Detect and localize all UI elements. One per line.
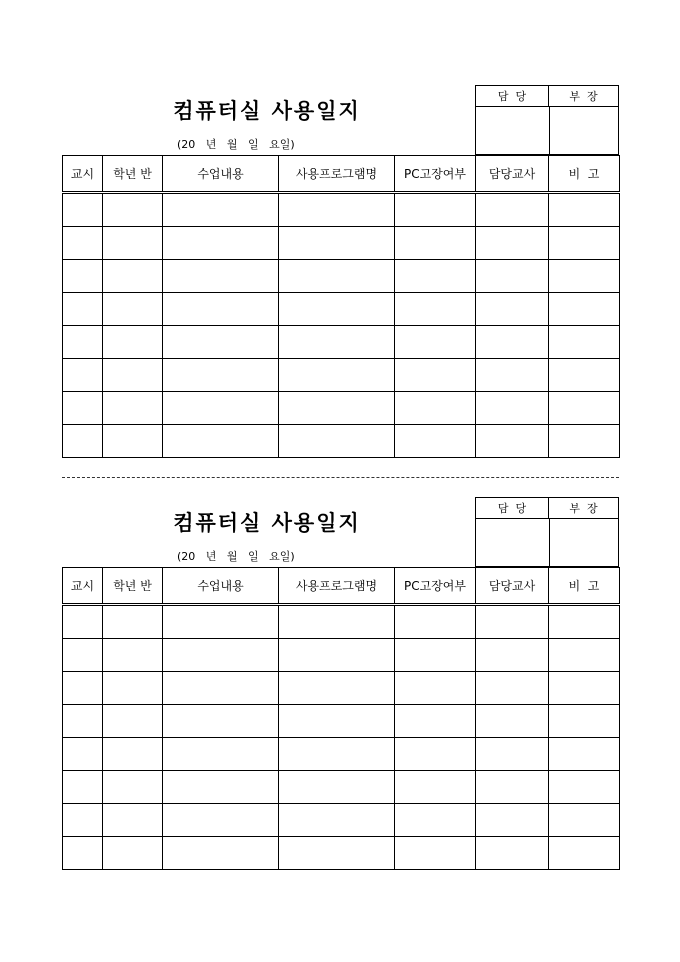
cell-pc-failure[interactable] (395, 837, 476, 870)
cell-pc-failure[interactable] (395, 738, 476, 771)
cell-teacher[interactable] (476, 260, 549, 293)
usage-log-table (62, 567, 620, 870)
cell-lesson[interactable] (163, 705, 279, 738)
cell-remarks[interactable] (549, 392, 620, 425)
cell-program[interactable] (279, 260, 395, 293)
table-row (63, 260, 620, 293)
cell-period[interactable] (63, 326, 103, 359)
cell-grade-class[interactable] (103, 771, 163, 804)
col-header-pc-failure: PC고장여부 (395, 568, 476, 605)
cell-teacher[interactable] (476, 605, 549, 639)
table-row (63, 227, 620, 260)
cell-grade-class[interactable] (103, 193, 163, 227)
cell-grade-class[interactable] (103, 705, 163, 738)
cell-pc-failure[interactable] (395, 392, 476, 425)
cell-lesson[interactable] (163, 392, 279, 425)
table-header-row (63, 156, 620, 193)
cell-teacher[interactable] (476, 227, 549, 260)
cell-period[interactable] (63, 639, 103, 672)
approval-box (475, 85, 619, 155)
col-header-teacher: 담당교사 (476, 568, 549, 605)
cell-program[interactable] (279, 771, 395, 804)
cell-lesson[interactable] (163, 738, 279, 771)
cell-period[interactable] (63, 359, 103, 392)
table-row (63, 392, 620, 425)
approval-box (475, 497, 619, 567)
cell-period[interactable] (63, 293, 103, 326)
table-row (63, 771, 620, 804)
cell-program[interactable] (279, 705, 395, 738)
approval-staff-label: 담 당 (476, 86, 549, 107)
table-row (63, 326, 620, 359)
cell-period[interactable] (63, 804, 103, 837)
approval-staff-label: 담 당 (476, 498, 549, 519)
table-row (63, 193, 620, 227)
table-row (63, 605, 620, 639)
table-header-row (63, 568, 620, 605)
cell-remarks[interactable] (549, 193, 620, 227)
cell-period[interactable] (63, 260, 103, 293)
approval-head-label: 부 장 (549, 86, 618, 107)
cell-grade-class[interactable] (103, 639, 163, 672)
cell-grade-class[interactable] (103, 260, 163, 293)
cell-teacher[interactable] (476, 326, 549, 359)
cell-pc-failure[interactable] (395, 326, 476, 359)
cell-lesson[interactable] (163, 193, 279, 227)
usage-log-table (62, 155, 620, 458)
col-header-teacher: 담당교사 (476, 156, 549, 193)
cell-period[interactable] (63, 672, 103, 705)
cell-program[interactable] (279, 392, 395, 425)
cell-remarks[interactable] (549, 326, 620, 359)
cell-program[interactable] (279, 738, 395, 771)
cell-lesson[interactable] (163, 837, 279, 870)
table-row (63, 804, 620, 837)
cell-remarks[interactable] (549, 672, 620, 705)
cell-pc-failure[interactable] (395, 260, 476, 293)
cell-remarks[interactable] (549, 293, 620, 326)
form-title: 컴퓨터실 사용일지 (173, 510, 361, 535)
cell-pc-failure[interactable] (395, 193, 476, 227)
form-title: 컴퓨터실 사용일지 (173, 98, 361, 123)
cell-lesson[interactable] (163, 260, 279, 293)
cell-pc-failure[interactable] (395, 359, 476, 392)
cell-teacher[interactable] (476, 837, 549, 870)
col-header-lesson: 수업내용 (163, 568, 279, 605)
cell-teacher[interactable] (476, 359, 549, 392)
cell-period[interactable] (63, 771, 103, 804)
approval-head-label: 부 장 (549, 498, 618, 519)
cell-grade-class[interactable] (103, 672, 163, 705)
cell-teacher[interactable] (476, 705, 549, 738)
cell-grade-class[interactable] (103, 425, 163, 458)
cell-remarks[interactable] (549, 425, 620, 458)
cut-line (62, 477, 619, 478)
cell-program[interactable] (279, 359, 395, 392)
cell-teacher[interactable] (476, 672, 549, 705)
cell-pc-failure[interactable] (395, 293, 476, 326)
cell-lesson[interactable] (163, 227, 279, 260)
cell-teacher[interactable] (476, 738, 549, 771)
cell-lesson[interactable] (163, 672, 279, 705)
cell-remarks[interactable] (549, 804, 620, 837)
date-line: (20 년 월 일 요일) (177, 550, 295, 563)
cell-lesson[interactable] (163, 771, 279, 804)
col-header-period: 교시 (63, 568, 103, 605)
cell-teacher[interactable] (476, 293, 549, 326)
cell-period[interactable] (63, 738, 103, 771)
cell-period[interactable] (63, 705, 103, 738)
table-row (63, 425, 620, 458)
table-body (63, 605, 620, 870)
col-header-grade-class: 학년 반 (103, 568, 163, 605)
cell-grade-class[interactable] (103, 293, 163, 326)
cell-program[interactable] (279, 639, 395, 672)
cell-lesson[interactable] (163, 605, 279, 639)
cell-grade-class[interactable] (103, 804, 163, 837)
table-row (63, 359, 620, 392)
cell-pc-failure[interactable] (395, 425, 476, 458)
cell-program[interactable] (279, 227, 395, 260)
col-header-program: 사용프로그램명 (279, 568, 395, 605)
col-header-remarks: 비 고 (549, 156, 620, 193)
cell-program[interactable] (279, 326, 395, 359)
cell-program[interactable] (279, 672, 395, 705)
cell-pc-failure[interactable] (395, 639, 476, 672)
cell-pc-failure[interactable] (395, 771, 476, 804)
table-row (63, 672, 620, 705)
cell-pc-failure[interactable] (395, 605, 476, 639)
cell-lesson[interactable] (163, 804, 279, 837)
cell-lesson[interactable] (163, 359, 279, 392)
cell-period[interactable] (63, 837, 103, 870)
table-row (63, 705, 620, 738)
cell-program[interactable] (279, 605, 395, 639)
cell-teacher[interactable] (476, 804, 549, 837)
cell-teacher[interactable] (476, 771, 549, 804)
cell-pc-failure[interactable] (395, 705, 476, 738)
cell-period[interactable] (63, 425, 103, 458)
cell-program[interactable] (279, 193, 395, 227)
cell-teacher[interactable] (476, 639, 549, 672)
cell-pc-failure[interactable] (395, 227, 476, 260)
cell-period[interactable] (63, 227, 103, 260)
col-header-program: 사용프로그램명 (279, 156, 395, 193)
cell-remarks[interactable] (549, 639, 620, 672)
cell-remarks[interactable] (549, 837, 620, 870)
cell-grade-class[interactable] (103, 738, 163, 771)
cell-grade-class[interactable] (103, 837, 163, 870)
col-header-lesson: 수업내용 (163, 156, 279, 193)
col-header-period: 교시 (63, 156, 103, 193)
table-body (63, 193, 620, 458)
cell-remarks[interactable] (549, 705, 620, 738)
cell-grade-class[interactable] (103, 359, 163, 392)
cell-period[interactable] (63, 605, 103, 639)
cell-period[interactable] (63, 193, 103, 227)
date-line: (20 년 월 일 요일) (177, 138, 295, 151)
col-header-remarks: 비 고 (549, 568, 620, 605)
cell-program[interactable] (279, 837, 395, 870)
cell-remarks[interactable] (549, 605, 620, 639)
cell-remarks[interactable] (549, 771, 620, 804)
cell-lesson[interactable] (163, 639, 279, 672)
col-header-grade-class: 학년 반 (103, 156, 163, 193)
table-row (63, 293, 620, 326)
col-header-pc-failure: PC고장여부 (395, 156, 476, 193)
table-row (63, 738, 620, 771)
cell-remarks[interactable] (549, 359, 620, 392)
cell-period[interactable] (63, 392, 103, 425)
cell-grade-class[interactable] (103, 605, 163, 639)
cell-lesson[interactable] (163, 293, 279, 326)
cell-grade-class[interactable] (103, 326, 163, 359)
cell-teacher[interactable] (476, 425, 549, 458)
table-row (63, 639, 620, 672)
cell-remarks[interactable] (549, 227, 620, 260)
cell-teacher[interactable] (476, 193, 549, 227)
cell-teacher[interactable] (476, 392, 549, 425)
cell-lesson[interactable] (163, 425, 279, 458)
cell-lesson[interactable] (163, 326, 279, 359)
table-row (63, 837, 620, 870)
cell-pc-failure[interactable] (395, 804, 476, 837)
cell-program[interactable] (279, 804, 395, 837)
cell-pc-failure[interactable] (395, 672, 476, 705)
cell-program[interactable] (279, 425, 395, 458)
cell-grade-class[interactable] (103, 227, 163, 260)
cell-remarks[interactable] (549, 260, 620, 293)
cell-program[interactable] (279, 293, 395, 326)
cell-remarks[interactable] (549, 738, 620, 771)
cell-grade-class[interactable] (103, 392, 163, 425)
